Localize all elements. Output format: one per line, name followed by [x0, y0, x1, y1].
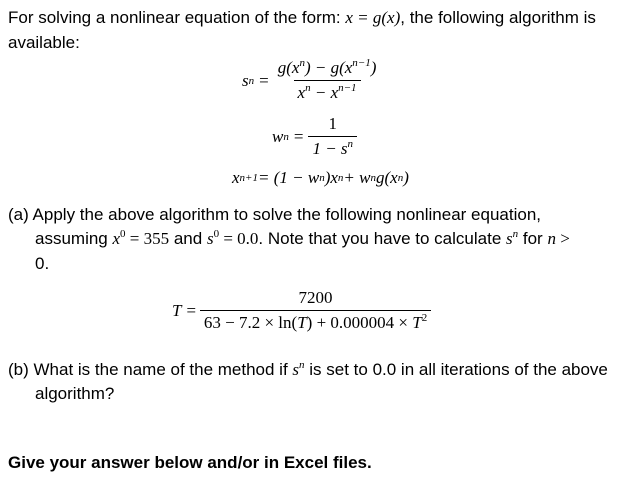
part-a-line-1: (a) Apply the above algorithm to solve the following nonlinear equation, — [8, 205, 542, 224]
pa-supn: n — [512, 228, 519, 240]
part-a-line-2 — [35, 228, 570, 250]
sn-numerator — [274, 58, 381, 80]
t-den-T: T — [297, 313, 307, 332]
t-equation — [172, 288, 431, 333]
sn-fraction — [274, 58, 381, 103]
pa-x0: x — [112, 229, 121, 248]
wn-den-sup: n — [347, 138, 354, 150]
pb-text1: (b) What is the name of the method if — [8, 360, 293, 379]
answer-instruction: Give your answer below and/or in Excel files. — [8, 453, 372, 472]
intro-text-after: , the following algorithm is — [400, 8, 596, 27]
num-sup1: n — [299, 57, 305, 69]
intro-equation: x = g(x) — [345, 8, 401, 27]
upd-4: g(x — [375, 168, 398, 187]
t-den-2: ) + 0.000004 × — [306, 313, 413, 332]
upd-3: + w — [343, 168, 371, 187]
den-sup1: n — [305, 82, 311, 94]
equals: = — [259, 70, 269, 90]
equals: = — [293, 126, 304, 146]
upd-5: ) — [403, 168, 409, 187]
num-sup2: n−1 — [352, 57, 371, 69]
pa-355: = 355 — [125, 229, 170, 248]
update-equation: x n+1 = (1 − w n )x n + w n g(x n ) — [232, 168, 409, 187]
t-den-1: 63 − 7.2 × ln( — [203, 313, 298, 332]
pb-supn: n — [299, 359, 305, 371]
pa-note: . Note that you have to calculate — [258, 229, 507, 248]
pa-text1: assuming — [35, 229, 113, 248]
pa-sup0b: 0 — [213, 228, 220, 240]
t-denominator — [200, 310, 431, 333]
wn-denominator — [308, 136, 357, 159]
upd-1: = (1 − w — [257, 168, 320, 187]
pa-and: and — [169, 229, 207, 248]
den-x1: x — [297, 83, 306, 102]
pa-sup0: 0 — [120, 228, 126, 240]
pa-for: for — [518, 229, 548, 248]
upd-x: x — [232, 168, 240, 187]
pa-sn: s — [506, 229, 513, 248]
t-den-sup: 2 — [421, 312, 428, 324]
sn-equation: s n = $\frac{g(x^n) - g(x^{n-1})}{x^n - x^{n-1}}$ — [242, 58, 380, 103]
num-part2: ) − g(x — [304, 58, 353, 77]
t-den-T2: T — [412, 313, 422, 332]
intro-text: For solving a nonlinear equation of the form: — [8, 8, 346, 27]
part-a-line-3: 0. — [35, 254, 50, 273]
intro-line-2: available: — [8, 33, 80, 52]
pb-s: s — [292, 360, 300, 379]
num-close: ) — [370, 58, 377, 77]
wn-fraction — [308, 114, 357, 159]
pa-00: = 0.0 — [219, 229, 259, 248]
t-fraction — [200, 288, 431, 333]
wn-equation: w n = $\frac{1}{1 - s^n}$ — [272, 114, 357, 159]
part-b-line-1 — [8, 359, 608, 381]
part-b-line-2: algorithm? — [35, 384, 115, 403]
pb-text2: is set to 0.0 in all iterations of the above — [304, 360, 608, 379]
upd-2: )x — [324, 168, 338, 187]
den-sup2: n−1 — [338, 82, 357, 94]
sn-symbol: s — [242, 70, 249, 90]
intro-line-1 — [8, 7, 596, 29]
wn-numerator: 1 — [328, 114, 337, 133]
t-numerator: 7200 — [298, 288, 333, 307]
den-x2: − x — [310, 83, 339, 102]
t-lhs: T = — [172, 300, 197, 320]
num-part1: g(x — [277, 58, 300, 77]
wn-symbol: w — [272, 126, 284, 146]
sn-denominator — [294, 80, 361, 103]
pa-gt: > — [555, 229, 570, 248]
pa-n: n — [547, 229, 556, 248]
pa-s0: s — [206, 229, 214, 248]
wn-den-text: 1 − s — [312, 139, 348, 158]
